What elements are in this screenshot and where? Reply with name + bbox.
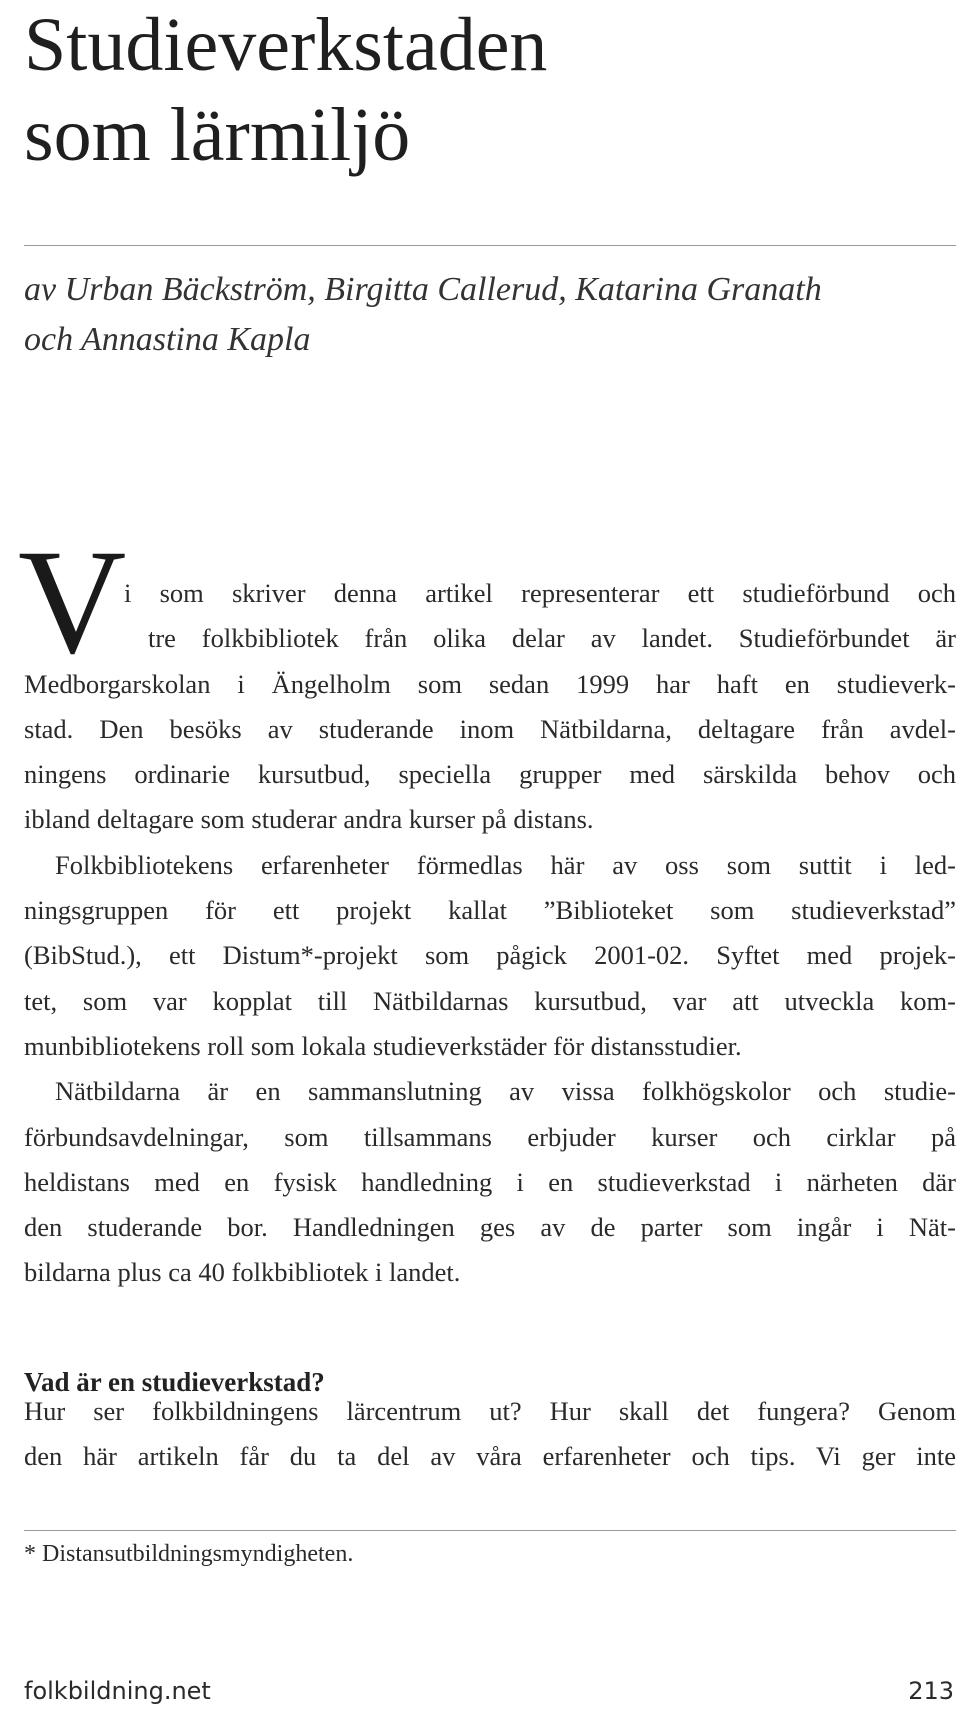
- article-title: [24, 0, 924, 180]
- article-body: [24, 571, 956, 1296]
- body-line: heldistans med en fysisk handledning i en studieverkstad i närheten där: [24, 1166, 956, 1197]
- body-line: tre folkbibliotek från olika delar av landet. Studieförbundet är: [148, 623, 956, 654]
- author-byline: [24, 265, 924, 365]
- body-line: Hur ser folkbildningens lärcentrum ut? Hur skall det fungera? Genom: [24, 1396, 956, 1426]
- author-line-2: och Annastina Kapla: [24, 321, 311, 358]
- section-body: [24, 1389, 956, 1480]
- section-heading: Vad är en studieverkstad?: [24, 1367, 325, 1398]
- body-line: den studerande bor. Handledningen ges av de parter som ingår i Nät-: [24, 1212, 956, 1243]
- footnote: * Distansutbildningsmyndigheten.: [24, 1541, 354, 1567]
- body-line: i som skriver denna artikel representerar ett studieförbund och: [124, 578, 956, 608]
- body-line: Medborgarskolan i Ängelholm som sedan 1999 har haft en studieverk-: [24, 668, 956, 699]
- body-line: munbibliotekens roll som lokala studieverkstäder för distansstudier.: [24, 1030, 742, 1061]
- body-line: bildarna plus ca 40 folkbibliotek i landet.: [24, 1257, 461, 1288]
- title-line-1: Studieverkstaden: [24, 3, 548, 87]
- drop-cap-letter: V: [18, 519, 127, 685]
- author-line-1: av Urban Bäckström, Birgitta Callerud, Katarina Granath: [24, 271, 822, 308]
- body-line: stad. Den besöks av studerande inom Nätbildarna, deltagare från avdel-: [24, 713, 956, 744]
- body-line: (BibStud.), ett Distum*-projekt som pågick 2001-02. Syftet med projek-: [24, 940, 956, 971]
- title-divider: [24, 245, 956, 246]
- footer-site-name: folkbildning.net: [24, 1677, 211, 1705]
- body-line: ibland deltagare som studerar andra kurser på distans.: [24, 804, 594, 835]
- body-line: ningsgruppen för ett projekt kallat ”Biblioteket som studieverkstad”: [24, 895, 956, 926]
- page-number: 213: [908, 1677, 954, 1705]
- footnote-divider: [24, 1530, 956, 1531]
- body-line: Folkbibliotekens erfarenheter förmedlas här av oss som suttit i led-: [55, 849, 956, 880]
- body-line: tet, som var kopplat till Nätbildarnas kursutbud, var att utveckla kom-: [24, 985, 956, 1016]
- body-line: Nätbildarna är en sammanslutning av vissa folkhögskolor och studie-: [55, 1076, 956, 1107]
- body-line: ningens ordinarie kursutbud, speciella grupper med särskilda behov och: [24, 759, 956, 790]
- title-line-2: som lärmiljö: [24, 93, 411, 177]
- body-line: den här artikeln får du ta del av våra erfarenheter och tips. Vi ger inte: [24, 1441, 956, 1472]
- body-line: förbundsavdelningar, som tillsammans erbjuder kurser och cirklar på: [24, 1121, 956, 1152]
